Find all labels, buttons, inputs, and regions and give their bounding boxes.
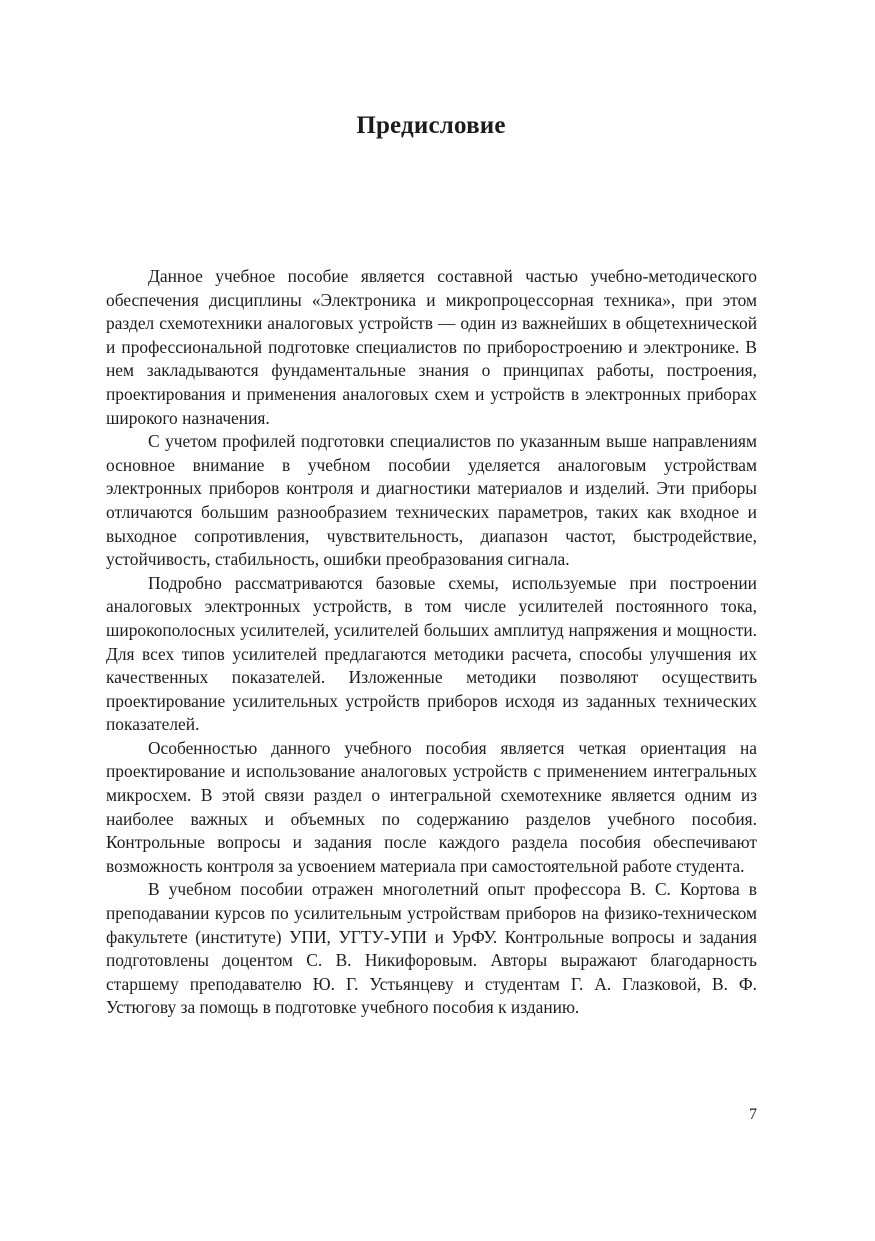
page-title: Предисловие	[356, 112, 506, 139]
paragraph-1: Данное учебное пособие является составной частью учебно-методического обеспечения дисциплины «Электроника и микропроцессорная техника», при этом раздел схемотехники аналоговых устройств — один из важнейших в общетехнической и профессиональной подготовке специалистов по приборостроению и электронике. В нем закладываются фундаментальные знания о принципах работы, построения, проектирования и применения аналоговых схем и устройств в электронных приборах широкого назначения.	[106, 266, 757, 428]
paragraph-3: Подробно рассматриваются базовые схемы, используемые при построении аналоговых электронных устройств, в том числе усилителей постоянного тока, широкополосных усилителей, усилителей больших амплитуд напряжения и мощности. Для всех типов усилителей предлагаются методики расчета, способы улучшения их качественных показателей. Изложенные методики позволяют осуществить проектирование усилительных устройств приборов исходя из заданных технических показателей.	[106, 572, 757, 735]
paragraph-4: Особенностью данного учебного пособия является четкая ориентация на проектирование и использование аналоговых устройств с применением интегральных микросхем. В этой связи раздел о интегральной схемотехнике является одним из наиболее важных и объемных по содержанию разделов учебного пособия. Контрольные вопросы и задания после каждого раздела пособия обеспечивают возможность контроля за усвоением материала при самостоятельной работе студента.	[106, 737, 757, 876]
paragraph-5: В учебном пособии отражен многолетний опыт профессора В. С. Кортова в преподавании курсов по усилительным устройствам приборов на физико-техническом факультете (институте) УПИ, УГТУ-УПИ и УрФУ. Контрольные вопросы и задания подготовлены доцентом С. В. Никифоровым. Авторы выражают благодарность старшему преподавателю Ю. Г. Устьянцеву и студентам Г. А. Глазковой, В. Ф. Устюгову за помощь в подготовке учебного пособия к изданию.	[106, 879, 757, 1018]
body-text	[106, 265, 757, 1020]
page-number: 7	[749, 1106, 757, 1123]
paragraph-2: С учетом профилей подготовки специалистов по указанным выше направлениям основное внимание в учебном пособии уделяется аналоговым устройствам электронных приборов контроля и диагностики материалов и изделий. Эти приборы отличаются большим разнообразием технических параметров, таких как входное и выходное сопротивления, чувствительность, диапазон частот, быстродействие, устойчивость, стабильность, ошибки преобразования сигнала.	[106, 431, 757, 570]
